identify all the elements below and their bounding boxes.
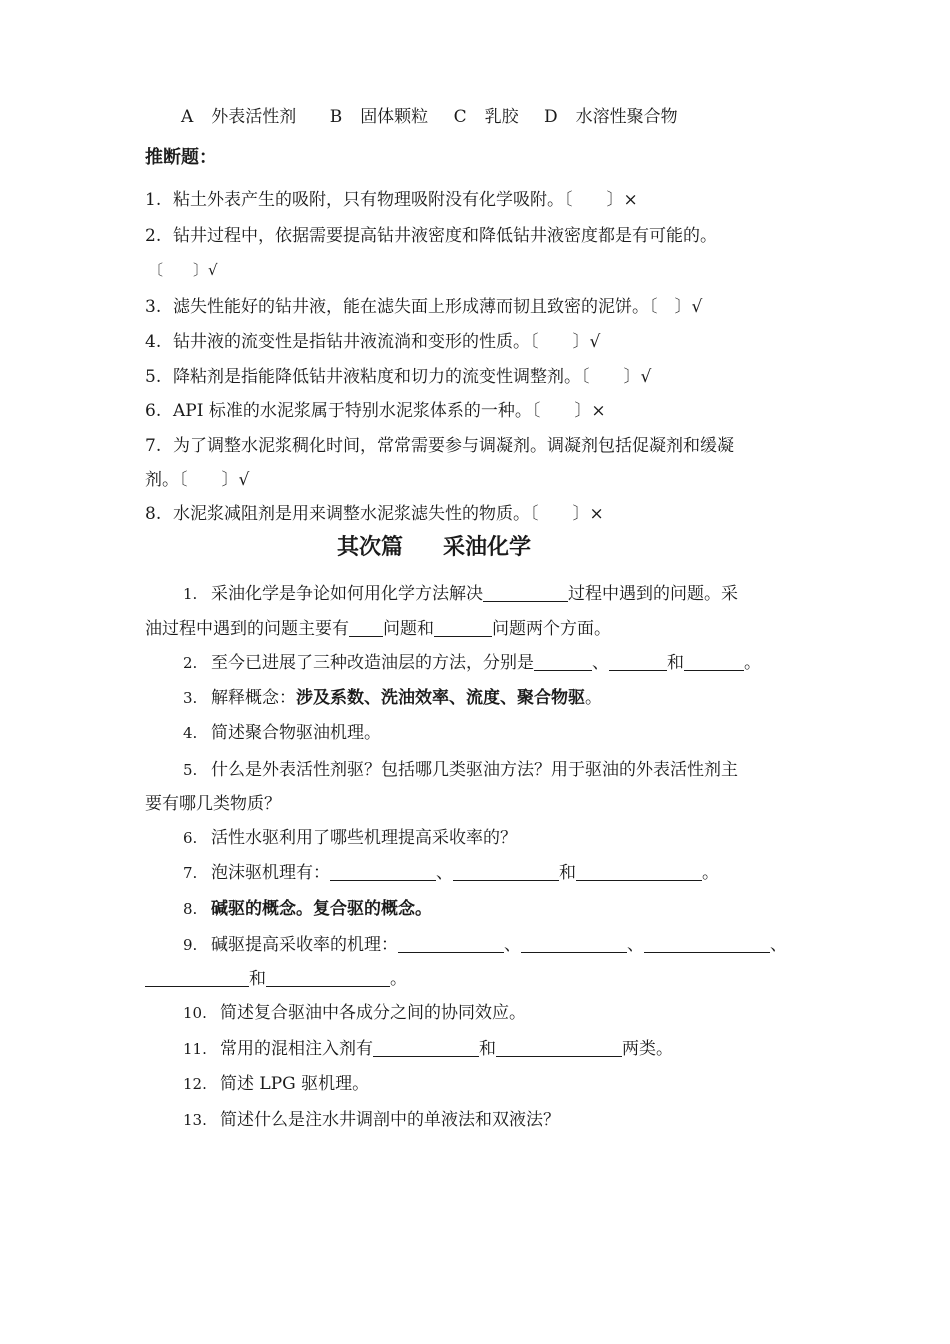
- question-1: 1. 采油化学是争论如何用化学方法解决 过程中遇到的问题。采: [183, 584, 738, 604]
- question-11: 11. 常用的混相注入剂有 和 两类。: [183, 1039, 673, 1059]
- blank[interactable]: [434, 618, 492, 637]
- blank[interactable]: [576, 862, 702, 881]
- blank[interactable]: [398, 934, 504, 953]
- blank[interactable]: [684, 652, 744, 671]
- blank[interactable]: [534, 652, 592, 671]
- question-10: 10. 简述复合驱油中各成分之间的协同效应。: [183, 1003, 526, 1023]
- question-6: 6. 活性水驱利用了哪些机理提高采收率的？: [183, 828, 517, 848]
- judgment-item-3: 3. 滤失性能好的钻井液，能在滤失面上形成薄而韧且致密的泥饼。〔 〕√: [145, 297, 703, 317]
- question-8: 8. 碱驱的概念。复合驱的概念。: [183, 899, 432, 919]
- section-title: 其次篇 采油化学: [337, 535, 532, 560]
- judgment-item-1: 1. 粘土外表产生的吸附，只有物理吸附没有化学吸附。〔 〕×: [145, 190, 638, 210]
- blank[interactable]: [145, 968, 249, 987]
- question-12: 12. 简述 LPG 驱机理。: [183, 1074, 370, 1094]
- option-b: B 固体颗粒: [329, 107, 429, 127]
- blank[interactable]: [330, 862, 436, 881]
- judgment-heading: 推断题：: [145, 147, 217, 168]
- option-d: D 水溶性聚合物: [544, 107, 678, 127]
- question-3: 3. 解释概念：涉及系数、洗油效率、流度、聚合物驱。: [183, 688, 602, 708]
- question-5-cont: 要有哪几类物质？: [145, 794, 281, 814]
- blank[interactable]: [483, 583, 568, 602]
- blank[interactable]: [609, 652, 667, 671]
- question-13: 13. 简述什么是注水井调剖中的单液法和双液法？: [183, 1110, 560, 1130]
- question-9: 9. 碱驱提高采收率的机理： 、 、 、: [183, 935, 787, 955]
- option-c: C 乳胶: [453, 107, 519, 127]
- question-7: 7. 泡沫驱机理有： 、 和 。: [183, 863, 719, 883]
- judgment-item-8: 8. 水泥浆减阻剂是用来调整水泥浆滤失性的物质。〔 〕×: [145, 504, 604, 524]
- blank[interactable]: [453, 862, 559, 881]
- question-5: 5. 什么是外表活性剂驱？包括哪几类驱油方法？用于驱油的外表活性剂主: [183, 760, 738, 780]
- judgment-item-2-cont: 〔 〕√: [148, 261, 218, 279]
- judgment-item-7-cont: 剂。〔 〕√: [145, 470, 250, 490]
- question-4: 4. 简述聚合物驱油机理。: [183, 723, 381, 743]
- question-2: 2. 至今已进展了三种改造油层的方法，分别是 、 和 。: [183, 653, 761, 673]
- judgment-item-7: 7. 为了调整水泥浆稠化时间，常常需要参与调凝剂。调凝剂包括促凝剂和缓凝: [145, 436, 734, 456]
- blank[interactable]: [521, 934, 627, 953]
- options-row: [181, 105, 678, 129]
- question-9-cont: 和 。: [145, 967, 407, 991]
- judgment-item-5: 5. 降粘剂是指能降低钻井液粘度和切力的流变性调整剂。〔 〕√: [145, 367, 652, 387]
- blank[interactable]: [373, 1038, 479, 1057]
- blank[interactable]: [349, 618, 383, 637]
- judgment-item-6: 6. API 标准的水泥浆属于特别水泥浆体系的一种。〔 〕×: [145, 401, 606, 421]
- question-1-cont: 油过程中遇到的问题主要有 问题和 问题两个方面。: [145, 619, 611, 639]
- option-a: A 外表活性剂: [181, 107, 297, 127]
- blank[interactable]: [644, 934, 770, 953]
- blank[interactable]: [266, 968, 390, 987]
- judgment-item-4: 4. 钻井液的流变性是指钻井液流淌和变形的性质。〔 〕√: [145, 332, 601, 352]
- judgment-item-2: 2. 钻井过程中，依据需要提高钻井液密度和降低钻井液密度都是有可能的。: [145, 226, 717, 246]
- blank[interactable]: [496, 1038, 622, 1057]
